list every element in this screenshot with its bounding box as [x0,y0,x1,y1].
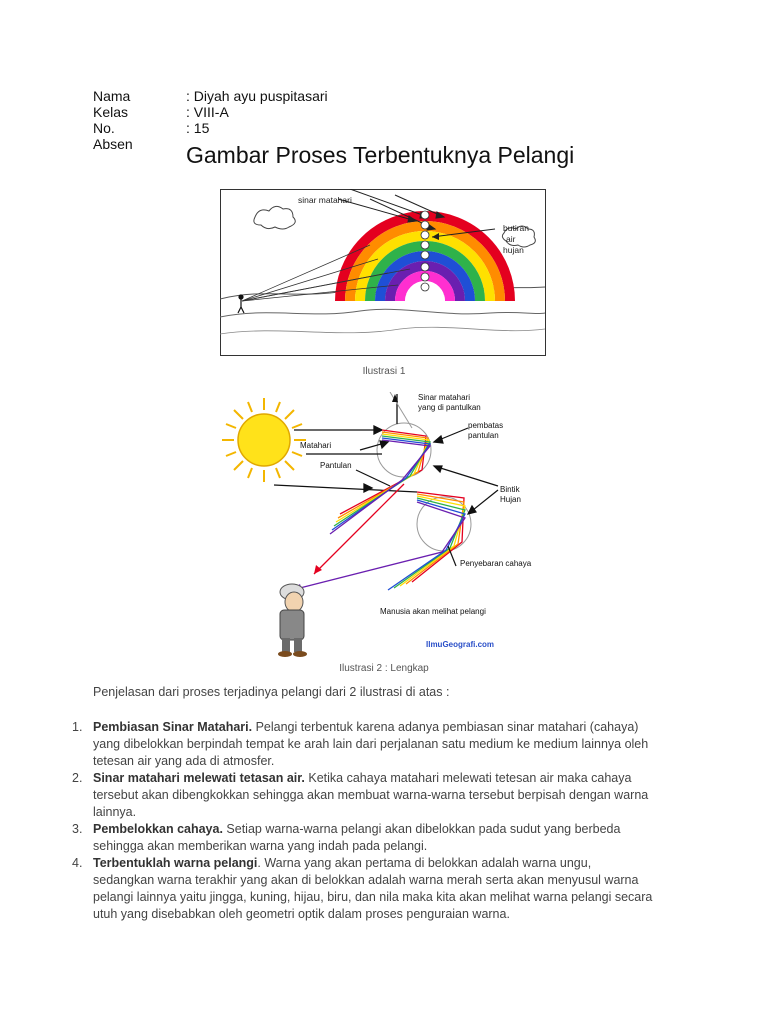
figure2-caption: Ilustrasi 2 : Lengkap [339,663,429,674]
list-item-heading: Pembelokkan cahaya. [93,822,223,836]
rainbow-illustration [220,189,546,356]
list-item-text: pelangi lainnya yaitu jingga, kuning, hijau, biru, dan nila maka kita akan melihat warna pelangi secara [93,890,653,904]
list-item-text: Pelangi terbentuk karena adanya pembiasan sinar matahari (cahaya) [252,720,639,734]
refraction-illustration [222,392,552,660]
explanation-list [72,719,682,923]
label-sinar-dipantulkan: yang di pantulkan [418,403,481,412]
list-item-text: sedangkan warna terakhir yang akan di belokkan adalah warna merah serta akan menyusul warna [93,873,639,887]
label-pantulan: Pantulan [320,461,352,470]
label-bintik: Bintik [500,485,520,494]
list-item-heading: Terbentuklah warna pelangi [93,856,258,870]
identity-key: Kelas [93,104,129,120]
identity-key: Nama [93,88,131,104]
label-air: air [506,234,516,244]
list-item-text: tersebut akan dibengkokkan sehingga akan membuat warna-warna tersebut berpisah dengan warna [93,788,649,802]
list-item-text: Setiap warna-warna pelangi akan dibelokkan pada sudut yang berbeda [222,822,621,836]
list-number: 1. [72,720,83,734]
list-item [72,821,682,855]
figure1-caption: Ilustrasi 1 [362,366,406,377]
identity-value: : VIII-A [186,104,229,120]
list-item [72,770,682,821]
page-title: Gambar Proses Terbentuknya Pelangi [186,142,575,168]
person-icon [278,584,307,657]
list-number: 2. [72,771,83,785]
label-pembatas: pantulan [468,431,499,440]
identity-value: : Diyah ayu puspitasari [186,88,328,104]
label-butiran: butiran [503,223,529,233]
sun-icon [222,398,306,482]
label-matahari: Matahari [300,441,332,450]
label-hujan: hujan [503,245,524,255]
label-manusia: Manusia akan melihat pelangi [380,607,486,616]
list-item [72,855,682,923]
list-item-text: utuh yang disebabkan oleh geometri optik dalam proses penguraian warna. [93,907,510,921]
label-sinar-matahari: sinar matahari [298,195,352,205]
intro-text: Penjelasan dari proses terjadinya pelangi dari 2 ilustrasi di atas : [93,685,450,699]
list-item-heading: Pembiasan Sinar Matahari. [93,720,253,734]
list-number: 4. [72,856,83,870]
list-item-text: sehingga akan memberikan warna yang indah pada pelangi. [93,839,428,853]
list-item-text: yang dibelokkan berpindah tempat ke arah lain dari perjalanan satu medium ke medium lainnya oleh [93,737,649,751]
list-item [72,719,682,770]
list-item-text: lainnya. [93,805,137,819]
list-item-heading: Sinar matahari melewati tetasan air. [93,771,305,785]
watermark: IlmuGeografi.com [426,640,495,649]
label-penyebaran: Penyebaran cahaya [460,559,532,568]
identity-value: : 15 [186,120,210,136]
label-hujan: Hujan [500,495,521,504]
identity-key: No. Absen [93,120,133,152]
list-item-text: tetesan air yang ada di atmosfer. [93,754,275,768]
list-number: 3. [72,822,83,836]
list-item-text: Ketika cahaya matahari melewati tetesan air maka cahaya [304,771,632,785]
label-sinar-dipantulkan: Sinar matahari [418,393,471,402]
list-item-text: . Warna yang akan pertama di belokkan adalah warna ungu, [257,856,592,870]
label-pembatas: pembatas [468,421,504,430]
